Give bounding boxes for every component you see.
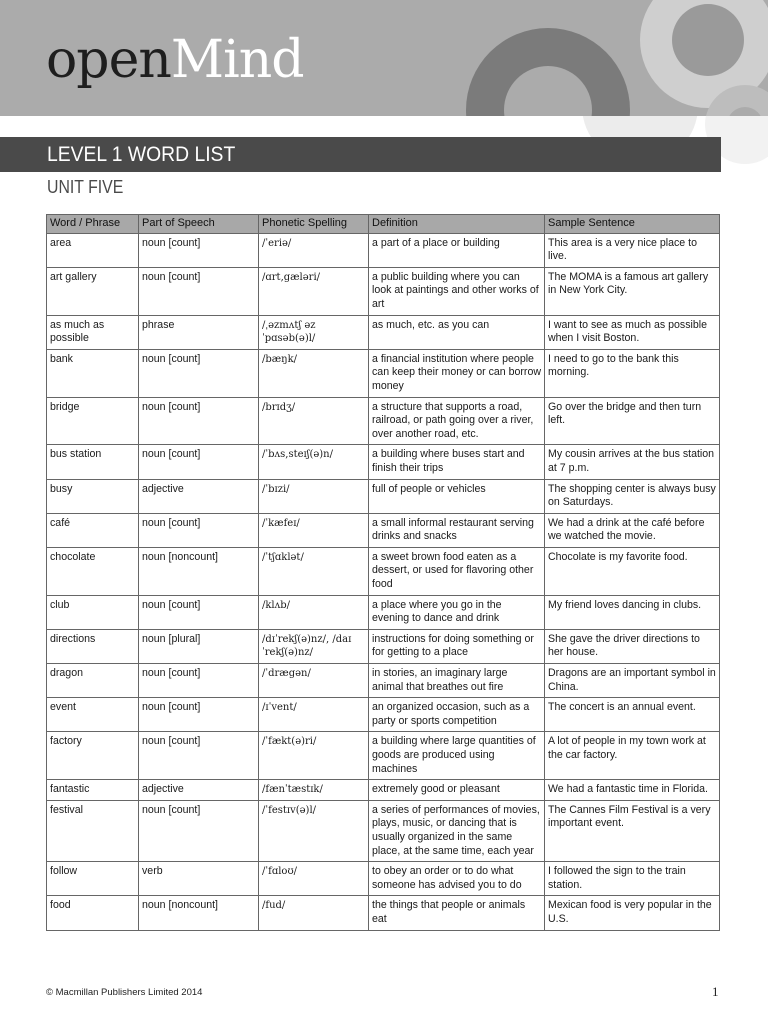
cell-word: food xyxy=(47,896,139,930)
cell-sentence: Go over the bridge and then turn left. xyxy=(545,397,720,445)
cell-part-of-speech: noun [noncount] xyxy=(139,547,259,595)
cell-word: art gallery xyxy=(47,267,139,315)
cell-definition: a sweet brown food eaten as a dessert, or used for flavoring other food xyxy=(369,547,545,595)
cell-part-of-speech: noun [count] xyxy=(139,800,259,861)
cell-definition: extremely good or pleasant xyxy=(369,780,545,801)
cell-word: bank xyxy=(47,349,139,397)
table-row xyxy=(47,780,720,801)
header-band xyxy=(0,0,768,116)
column-header-sentence: Sample Sentence xyxy=(545,215,720,234)
table-row xyxy=(47,547,720,595)
cell-word: chocolate xyxy=(47,547,139,595)
cell-phonetic: /bæŋk/ xyxy=(259,349,369,397)
cell-word: factory xyxy=(47,732,139,780)
cell-phonetic: /ɑrt,gæləri/ xyxy=(259,267,369,315)
cell-word: busy xyxy=(47,479,139,513)
cell-definition: a part of a place or building xyxy=(369,233,545,267)
cell-sentence: The concert is an annual event. xyxy=(545,698,720,732)
cell-definition: full of people or vehicles xyxy=(369,479,545,513)
cell-word: bus station xyxy=(47,445,139,479)
cell-phonetic: /ˈeriə/ xyxy=(259,233,369,267)
cell-definition: in stories, an imaginary large animal that breathes out fire xyxy=(369,664,545,698)
cell-sentence: I followed the sign to the train station. xyxy=(545,862,720,896)
cell-definition: a structure that supports a road, railroad, or path going over a river, over another road, etc. xyxy=(369,397,545,445)
cell-part-of-speech: noun [count] xyxy=(139,267,259,315)
logo-mind: Mind xyxy=(170,30,304,90)
cell-sentence: Dragons are an important symbol in China. xyxy=(545,664,720,698)
table-row xyxy=(47,315,720,349)
cell-definition: a building where large quantities of goods are produced using machines xyxy=(369,732,545,780)
cell-word: area xyxy=(47,233,139,267)
cell-sentence: My friend loves dancing in clubs. xyxy=(545,595,720,629)
column-header-definition: Definition xyxy=(369,215,545,234)
copyright-notice: © Macmillan Publishers Limited 2014 xyxy=(46,987,203,998)
cell-word: as much as possible xyxy=(47,315,139,349)
cell-word: festival xyxy=(47,800,139,861)
cell-part-of-speech: verb xyxy=(139,862,259,896)
cell-sentence: The shopping center is always busy on Saturdays. xyxy=(545,479,720,513)
cell-word: event xyxy=(47,698,139,732)
cell-part-of-speech: noun [count] xyxy=(139,698,259,732)
cell-definition: to obey an order or to do what someone has advised you to do xyxy=(369,862,545,896)
cell-definition: a place where you go in the evening to dance and drink xyxy=(369,595,545,629)
table-row xyxy=(47,698,720,732)
cell-part-of-speech: noun [plural] xyxy=(139,629,259,663)
cell-phonetic: /fud/ xyxy=(259,896,369,930)
column-header-word: Word / Phrase xyxy=(47,215,139,234)
cell-phonetic: /ˈdrægən/ xyxy=(259,664,369,698)
cell-sentence: We had a fantastic time in Florida. xyxy=(545,780,720,801)
cell-sentence: The Cannes Film Festival is a very important event. xyxy=(545,800,720,861)
table-row xyxy=(47,629,720,663)
cell-word: directions xyxy=(47,629,139,663)
cell-word: dragon xyxy=(47,664,139,698)
unit-title: UNIT FIVE xyxy=(47,177,124,197)
table-row xyxy=(47,862,720,896)
table-row xyxy=(47,479,720,513)
cell-definition: a public building where you can look at paintings and other works of art xyxy=(369,267,545,315)
cell-phonetic: /ˈbʌs,steɪʃ(ə)n/ xyxy=(259,445,369,479)
cell-part-of-speech: phrase xyxy=(139,315,259,349)
cell-definition: a small informal restaurant serving drinks and snacks xyxy=(369,513,545,547)
cell-sentence: Chocolate is my favorite food. xyxy=(545,547,720,595)
cell-part-of-speech: noun [count] xyxy=(139,445,259,479)
table-row xyxy=(47,267,720,315)
cell-part-of-speech: noun [count] xyxy=(139,397,259,445)
gear-hole-large xyxy=(504,66,592,116)
page-title: LEVEL 1 WORD LIST xyxy=(47,143,236,166)
cell-sentence: We had a drink at the café before we watched the movie. xyxy=(545,513,720,547)
cell-definition: a building where buses start and finish their trips xyxy=(369,445,545,479)
cell-definition: the things that people or animals eat xyxy=(369,896,545,930)
cell-part-of-speech: adjective xyxy=(139,479,259,513)
cell-word: follow xyxy=(47,862,139,896)
table-row xyxy=(47,513,720,547)
table-row xyxy=(47,896,720,930)
cell-phonetic: /dɪˈrekʃ(ə)nz/, /daɪˈrekʃ(ə)nz/ xyxy=(259,629,369,663)
table-header-row xyxy=(47,215,720,234)
cell-part-of-speech: adjective xyxy=(139,780,259,801)
word-list-table xyxy=(46,214,720,931)
table-row xyxy=(47,732,720,780)
cell-phonetic: /fænˈtæstɪk/ xyxy=(259,780,369,801)
table-row xyxy=(47,664,720,698)
cell-definition: an organized occasion, such as a party or sports competition xyxy=(369,698,545,732)
cell-sentence: She gave the driver directions to her house. xyxy=(545,629,720,663)
cell-phonetic: /ˈfestɪv(ə)l/ xyxy=(259,800,369,861)
gear-hole-top xyxy=(672,4,744,76)
gear-hole-small xyxy=(727,107,763,116)
cell-part-of-speech: noun [noncount] xyxy=(139,896,259,930)
cell-word: bridge xyxy=(47,397,139,445)
table-row xyxy=(47,397,720,445)
cell-phonetic: /klʌb/ xyxy=(259,595,369,629)
cell-sentence: The MOMA is a famous art gallery in New York City. xyxy=(545,267,720,315)
cell-part-of-speech: noun [count] xyxy=(139,513,259,547)
cell-phonetic: /ˈfækt(ə)ri/ xyxy=(259,732,369,780)
cell-word: club xyxy=(47,595,139,629)
cell-phonetic: /ˈtʃɑklət/ xyxy=(259,547,369,595)
table-row xyxy=(47,349,720,397)
cell-part-of-speech: noun [count] xyxy=(139,349,259,397)
cell-part-of-speech: noun [count] xyxy=(139,732,259,780)
table-row xyxy=(47,800,720,861)
cell-word: fantastic xyxy=(47,780,139,801)
cell-definition: as much, etc. as you can xyxy=(369,315,545,349)
logo-open: open xyxy=(46,30,171,90)
cell-phonetic: /ˈkæfeɪ/ xyxy=(259,513,369,547)
table-row xyxy=(47,445,720,479)
cell-phonetic: /brɪdʒ/ xyxy=(259,397,369,445)
title-bar xyxy=(0,137,721,172)
gear-icon-top xyxy=(640,0,768,108)
cell-sentence: My cousin arrives at the bus station at 7 p.m. xyxy=(545,445,720,479)
cell-phonetic: /ɪˈvent/ xyxy=(259,698,369,732)
cell-definition: a financial institution where people can keep their money or can borrow money xyxy=(369,349,545,397)
gear-icon-large xyxy=(466,28,630,116)
cell-sentence: This area is a very nice place to live. xyxy=(545,233,720,267)
cell-phonetic: /ˈfɑloʊ/ xyxy=(259,862,369,896)
cell-phonetic: /ˌəzmʌtʃ əzˈpɑsəb(ə)l/ xyxy=(259,315,369,349)
cell-phonetic: /ˈbɪzi/ xyxy=(259,479,369,513)
column-header-phonetic: Phonetic Spelling xyxy=(259,215,369,234)
page-number: 1 xyxy=(712,984,719,999)
openmind-logo xyxy=(46,30,304,90)
cell-part-of-speech: noun [count] xyxy=(139,233,259,267)
cell-sentence: A lot of people in my town work at the car factory. xyxy=(545,732,720,780)
cell-sentence: Mexican food is very popular in the U.S. xyxy=(545,896,720,930)
cell-part-of-speech: noun [count] xyxy=(139,664,259,698)
cell-definition: a series of performances of movies, plays, music, or dancing that is usually organized in the same place, at the same time, each year xyxy=(369,800,545,861)
cell-definition: instructions for doing something or for getting to a place xyxy=(369,629,545,663)
table-row xyxy=(47,233,720,267)
cell-sentence: I want to see as much as possible when I visit Boston. xyxy=(545,315,720,349)
column-header-pos: Part of Speech xyxy=(139,215,259,234)
cell-part-of-speech: noun [count] xyxy=(139,595,259,629)
gear-icon-small xyxy=(705,85,768,116)
cell-word: café xyxy=(47,513,139,547)
cell-sentence: I need to go to the bank this morning. xyxy=(545,349,720,397)
table-row xyxy=(47,595,720,629)
